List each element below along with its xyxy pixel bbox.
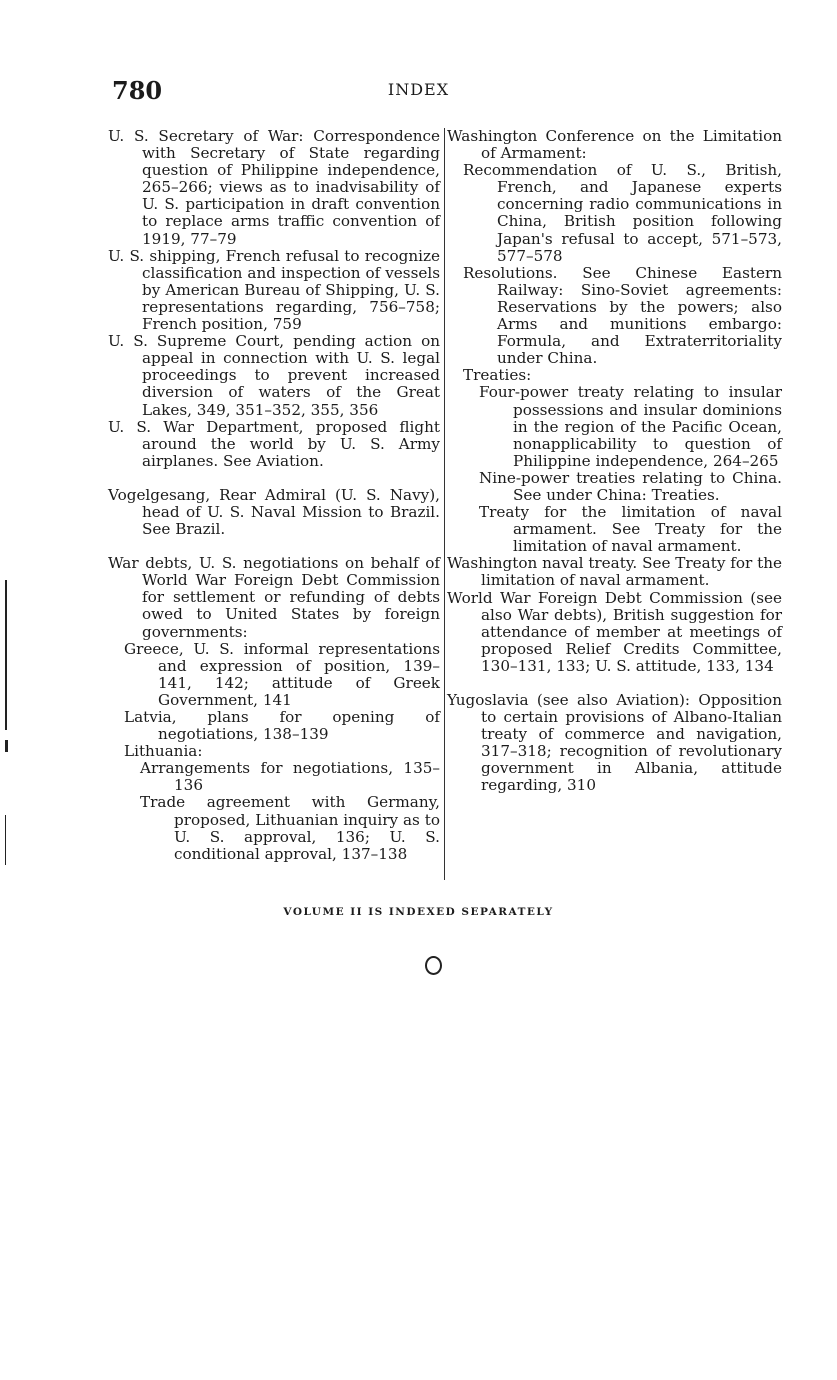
index-entry: Washington naval treaty. See Treaty for the limitation of naval armament. (447, 554, 782, 590)
index-column-right (447, 128, 782, 795)
entry-spacer (447, 675, 782, 692)
scan-mark (5, 815, 6, 865)
index-entry: World War Foreign Debt Commission (see also War debts), British suggestion for attendance of member at meetings of proposed Relief Credits Committee, 130–131, 133; U. S. attitude, 133, 134 (447, 588, 782, 675)
index-subentry: Recommendation of U. S., British, French, and Japanese experts concerning radio communications in China, British position following Japan's refusal to accept, 571–573, 577–578 (463, 161, 782, 265)
index-column-left (108, 128, 440, 863)
index-entry: Yugoslavia (see also Aviation): Opposition to certain provisions of Albano-Italian treaty of commerce and navigation, 317–318; recognition of revolutionary government in Albania, attitude regarding, 310 (447, 691, 782, 795)
index-subentry: Arrangements for negotiations, 135–136 (140, 759, 440, 795)
index-entry: War debts, U. S. negotiations on behalf of World War Foreign Debt Commission for settlement or refunding of debts owed to United States by foreign governments: (108, 554, 440, 641)
scan-mark (5, 740, 8, 752)
scan-mark (5, 580, 7, 730)
index-entry: Vogelgesang, Rear Admiral (U. S. Navy), head of U. S. Naval Mission to Brazil. See Brazil. (108, 485, 440, 539)
page-title: INDEX (387, 80, 450, 99)
index-subentry: Treaties: (463, 366, 532, 385)
ring-mark (425, 956, 442, 975)
index-subentry: Treaty for the limitation of naval armament. See Treaty for the limitation of naval armament. (479, 503, 782, 556)
column-divider (444, 128, 445, 880)
page-number: 780 (112, 76, 163, 105)
index-entry: U. S. shipping, French refusal to recognize classification and inspection of vessels by American Bureau of Shipping, U. S. representations regarding, 756–758; French position, 759 (108, 246, 440, 334)
index-subentry: Latvia, plans for opening of negotiations, 138–139 (124, 708, 440, 744)
entry-spacer (108, 470, 440, 487)
index-subentry: Four-power treaty relating to insular possessions and insular dominions in the region of the Pacific Ocean, nonapplicability to question of Philippine independence, 264–265 (479, 383, 782, 470)
index-subentry: Nine-power treaties relating to China. See under China: Treaties. (479, 468, 782, 504)
index-entry: Washington Conference on the Limitation of Armament: (447, 127, 782, 163)
index-entry: U. S. Secretary of War: Correspondence with Secretary of State regarding question of Philippine independence, 265–266; views as to inadvisability of U. S. participation in draft convention to replace arms traffic convention of 1919, 77–79 (108, 127, 440, 248)
index-entry: U. S. War Department, proposed flight around the world by U. S. Army airplanes. See Aviation. (108, 417, 440, 470)
entry-spacer (108, 538, 440, 555)
footer-note: VOLUME II IS INDEXED SEPARATELY (283, 906, 554, 918)
index-subentry: Trade agreement with Germany, proposed, Lithuanian inquiry as to U. S. approval, 136; U. S. conditional approval, 137–138 (140, 793, 440, 863)
index-entry: U. S. Supreme Court, pending action on appeal in connection with U. S. legal proceedings to prevent increased diversion of waters of the Great Lakes, 349, 351–352, 355, 356 (108, 332, 440, 419)
index-subentry: Lithuania: (124, 742, 203, 761)
index-subentry: Greece, U. S. informal representations and expression of position, 139–141, 142; attitude of Greek Government, 141 (124, 639, 440, 709)
index-subentry: Resolutions. See Chinese Eastern Railway: Sino-Soviet agreements: Reservations by the powers; also Arms and munitions embargo: Formula, and Extraterritoriality under China. (463, 263, 782, 368)
